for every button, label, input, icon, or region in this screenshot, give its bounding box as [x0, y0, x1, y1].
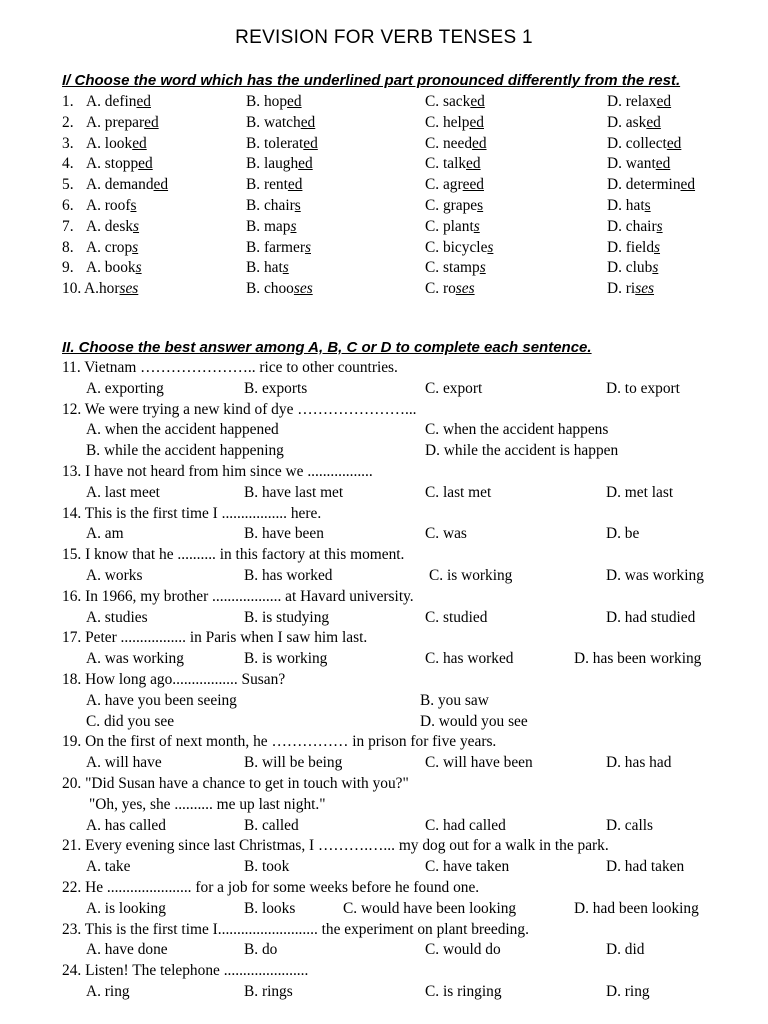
option-a[interactable]: A.horses: [84, 280, 139, 298]
answer-option-b[interactable]: B. have last met: [244, 483, 344, 501]
option-c[interactable]: C. grapes: [425, 197, 484, 214]
option-c[interactable]: C. bicycles: [425, 238, 494, 256]
answer-option-a[interactable]: A. works: [86, 567, 143, 584]
question-number: 7.: [62, 217, 74, 235]
answer-option-d[interactable]: D. had taken: [606, 858, 685, 876]
question-number: 3.: [62, 134, 74, 152]
answer-option[interactable]: A. have you been seeing: [86, 691, 237, 709]
answer-option-c[interactable]: C. has worked: [425, 650, 514, 668]
question-row: [0, 197, 768, 218]
question-stem: 22. He ...................... for a job for some weeks before he found one.: [62, 879, 480, 896]
option-c[interactable]: C. plants: [425, 217, 480, 235]
option-b[interactable]: B. watched: [246, 113, 316, 131]
answer-option-d[interactable]: D. calls: [606, 816, 654, 834]
answer-option-a[interactable]: A. last meet: [86, 483, 160, 501]
question-stem-row: [0, 629, 768, 650]
answer-option-c[interactable]: C. had called: [425, 816, 506, 834]
question-stem-row: [0, 588, 768, 609]
answer-option-c[interactable]: C. was: [425, 525, 467, 543]
answer-option-a[interactable]: A. exporting: [86, 379, 164, 397]
option-a[interactable]: A. stopped: [86, 155, 153, 173]
question-row: [0, 155, 768, 176]
answer-option[interactable]: B. while the accident happening: [86, 442, 284, 460]
answer-option-d[interactable]: D. met last: [606, 483, 674, 501]
answer-option-a[interactable]: A. ring: [86, 983, 130, 1000]
question-row: [0, 280, 768, 301]
question-row: [0, 93, 768, 114]
question-stem: 16. In 1966, my brother .................. at Havard university.: [62, 587, 414, 605]
answer-option-b[interactable]: B. called: [244, 816, 299, 834]
answer-option-b[interactable]: B. rings: [244, 983, 293, 1000]
answer-option-d[interactable]: D. had studied: [606, 608, 696, 626]
answer-option-d[interactable]: D. was working: [606, 567, 704, 584]
answer-option-d[interactable]: D. did: [606, 941, 645, 959]
answer-row: [0, 525, 768, 546]
question-stem: 17. Peter ................. in Paris when I saw him last.: [62, 629, 368, 647]
section-2-heading: II. Choose the best answer among A, B, C or D to complete each sentence.: [62, 339, 592, 356]
answer-row: [0, 484, 768, 505]
answer-option[interactable]: D. while the accident is happen: [425, 442, 619, 460]
answer-row: [0, 983, 768, 1004]
question-stem-continued: "Oh, yes, she .......... me up last night.": [89, 795, 326, 813]
answer-row: [0, 900, 768, 921]
answer-option[interactable]: C. when the accident happens: [425, 421, 609, 439]
answer-row: [0, 692, 768, 713]
question-stem-row: [0, 962, 768, 983]
question-stem: 12. We were trying a new kind of dye …………………...: [62, 400, 417, 418]
answer-option-b[interactable]: B. is studying: [244, 608, 330, 626]
answer-option-d[interactable]: D. has been working: [574, 650, 702, 668]
answer-row: [0, 713, 768, 734]
option-d[interactable]: D. hats: [607, 197, 651, 214]
option-b[interactable]: B. laughed: [246, 155, 313, 173]
question-stem-row: [0, 879, 768, 900]
answer-row: [0, 941, 768, 962]
question-stem-row: [0, 671, 768, 692]
answer-option-c[interactable]: C. last met: [425, 483, 492, 501]
answer-option-b[interactable]: B. has worked: [244, 567, 333, 584]
option-d[interactable]: D. asked: [607, 113, 661, 131]
option-a[interactable]: A. crops: [86, 238, 139, 256]
answer-option-a[interactable]: A. has called: [86, 816, 166, 834]
question-stem: 19. On the first of next month, he …………… in prison for five years.: [62, 733, 497, 751]
answer-option-a[interactable]: A. am: [86, 525, 124, 543]
question-stem: 13. I have not heard from him since we .................: [62, 463, 373, 480]
option-d[interactable]: D. clubs: [607, 259, 659, 277]
answer-row: [0, 421, 768, 442]
question-row: [0, 239, 768, 260]
answer-option-b[interactable]: B. is working: [244, 650, 328, 668]
question-stem-row: [0, 733, 768, 754]
question-stem-row: [0, 401, 768, 422]
option-c[interactable]: C. talked: [425, 155, 481, 173]
question-stem-row: [0, 775, 768, 796]
answer-option-b[interactable]: B. exports: [244, 379, 308, 397]
answer-option-c[interactable]: C. is working: [429, 567, 513, 584]
answer-option[interactable]: B. you saw: [420, 691, 489, 709]
question-row: [0, 135, 768, 156]
option-b[interactable]: B. hats: [246, 259, 289, 277]
question-stem: 20. "Did Susan have a chance to get in touch with you?": [62, 775, 409, 792]
answer-option-d[interactable]: D. ring: [606, 983, 650, 1000]
question-row: [0, 259, 768, 280]
answer-option[interactable]: A. when the accident happened: [86, 421, 279, 439]
option-d[interactable]: D. fields: [607, 238, 661, 256]
answer-option-a[interactable]: A. studies: [86, 608, 148, 626]
answer-option-d[interactable]: D. be: [606, 525, 640, 543]
answer-option-d[interactable]: D. had been looking: [574, 899, 699, 917]
option-b[interactable]: B. rented: [246, 176, 303, 194]
option-b[interactable]: B. farmers: [246, 238, 311, 256]
answer-row: [0, 858, 768, 879]
answer-option-c[interactable]: C. export: [425, 379, 483, 397]
question-number: 10.: [62, 280, 82, 298]
answer-option-a[interactable]: A. have done: [86, 941, 168, 959]
answer-option-b[interactable]: B. will be being: [244, 754, 343, 772]
option-b[interactable]: B. hoped: [246, 93, 302, 110]
page-title: REVISION FOR VERB TENSES 1: [235, 27, 533, 48]
answer-row: [0, 567, 768, 588]
option-b[interactable]: B. maps: [246, 217, 297, 235]
option-a[interactable]: A. demanded: [86, 176, 169, 194]
question-row: [0, 176, 768, 197]
option-a[interactable]: A. defined: [86, 93, 151, 110]
question-stem: 21. Every evening since last Christmas, I ……….…... my dog out for a walk in the park.: [62, 837, 609, 855]
question-number: 9.: [62, 259, 74, 277]
option-b[interactable]: B. chairs: [246, 197, 301, 214]
question-stem: 14. This is the first time I ................. here.: [62, 504, 322, 522]
answer-row: [0, 817, 768, 838]
option-d[interactable]: D. wanted: [607, 155, 671, 173]
answer-option-a[interactable]: A. is looking: [86, 899, 166, 917]
answer-option-b[interactable]: B. do: [244, 941, 278, 959]
question-number: 1.: [62, 93, 74, 110]
question-stem-row: [0, 359, 768, 380]
option-b[interactable]: B. chooses: [246, 280, 313, 298]
option-d[interactable]: D. determined: [607, 176, 696, 194]
answer-row: [0, 442, 768, 463]
option-a[interactable]: A. books: [86, 259, 142, 277]
answer-option-a[interactable]: A. take: [86, 858, 131, 876]
option-d[interactable]: D. collected: [607, 134, 682, 152]
option-d[interactable]: D. chairs: [607, 217, 663, 235]
answer-option-a[interactable]: A. was working: [86, 650, 184, 668]
answer-option-a[interactable]: A. will have: [86, 754, 162, 772]
option-a[interactable]: A. looked: [86, 134, 147, 152]
option-c[interactable]: C. stamps: [425, 259, 486, 277]
answer-option-c[interactable]: C. studied: [425, 608, 488, 626]
answer-option-c[interactable]: C. have taken: [425, 858, 510, 876]
question-stem: 24. Listen! The telephone ......................: [62, 962, 309, 980]
option-c[interactable]: C. needed: [425, 134, 487, 152]
question-stem-row: [0, 505, 768, 526]
answer-option-b[interactable]: B. have been: [244, 525, 324, 543]
answer-row: [0, 796, 768, 817]
answer-option-c[interactable]: C. would do: [425, 941, 501, 959]
section-1-heading: I/ Choose the word which has the underlined part pronounced differently from the rest.: [62, 72, 681, 89]
answer-option-b[interactable]: B. took: [244, 858, 290, 876]
answer-option-c[interactable]: C. is ringing: [425, 983, 502, 1000]
option-a[interactable]: A. desks: [86, 217, 140, 235]
option-b[interactable]: B. tolerated: [246, 134, 318, 152]
question-stem-row: [0, 463, 768, 484]
option-a[interactable]: A. prepared: [86, 113, 159, 131]
option-d[interactable]: D. relaxed: [607, 93, 672, 110]
answer-option-d[interactable]: D. to export: [606, 379, 680, 397]
answer-row: [0, 650, 768, 671]
question-stem: 23. This is the first time I.......................... the experiment on plant breeding.: [62, 920, 529, 938]
option-c[interactable]: C. roses: [425, 280, 475, 298]
option-c[interactable]: C. sacked: [425, 93, 485, 110]
question-row: [0, 218, 768, 239]
question-number: 6.: [62, 197, 74, 214]
answer-row: [0, 380, 768, 401]
question-number: 5.: [62, 176, 74, 194]
option-c[interactable]: C. helped: [425, 113, 484, 131]
question-stem: 11. Vietnam ………………….. rice to other countries.: [62, 359, 398, 376]
question-stem: 15. I know that he .......... in this factory at this moment.: [62, 546, 405, 564]
question-stem-row: [0, 837, 768, 858]
answer-option[interactable]: C. did you see: [86, 712, 175, 730]
answer-option[interactable]: D. would you see: [420, 712, 528, 730]
question-stem-row: [0, 921, 768, 942]
answer-option-c[interactable]: C. would have been looking: [343, 899, 517, 917]
question-number: 2.: [62, 113, 74, 131]
question-stem-row: [0, 546, 768, 567]
question-number: 8.: [62, 238, 74, 256]
answer-option-c[interactable]: C. will have been: [425, 754, 533, 772]
answer-row: [0, 609, 768, 630]
answer-option-b[interactable]: B. looks: [244, 899, 296, 917]
option-c[interactable]: C. agreed: [425, 176, 484, 194]
question-stem: 18. How long ago................. Susan?: [62, 671, 286, 688]
option-a[interactable]: A. roofs: [86, 197, 137, 214]
question-number: 4.: [62, 155, 74, 173]
answer-option-d[interactable]: D. has had: [606, 754, 672, 772]
question-row: [0, 114, 768, 135]
answer-row: [0, 754, 768, 775]
option-d[interactable]: D. rises: [607, 280, 655, 298]
